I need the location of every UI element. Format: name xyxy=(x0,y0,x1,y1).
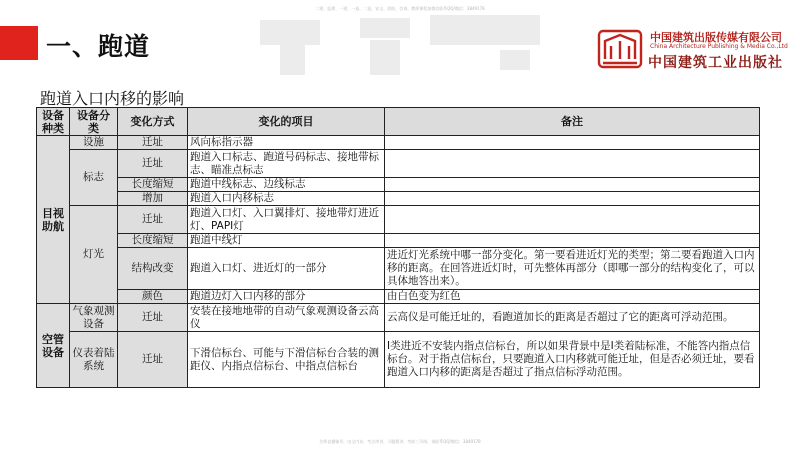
remark-cell xyxy=(385,178,760,192)
table-row xyxy=(37,304,760,332)
table-row xyxy=(37,234,760,248)
item-cell: 下滑信标台、可能与下滑信标台合装的测距仪、内指点信标台、中指点信标台 xyxy=(188,332,385,388)
subcategory-lighting: 灯光 xyxy=(70,206,118,304)
table-row xyxy=(37,248,760,290)
remark-cell: 进近灯光系统中哪一部分变化。第一要看进近灯光的类型；第二要看跑道入口内移的距离。在回答进近灯时，可先整体再部分（即哪一部分的结构变化了，可以具体地答出来）。 xyxy=(385,248,760,290)
publisher-name-en: China Architecture Publishing & Media Co.,Ltd xyxy=(650,43,788,50)
method-cell: 颜色 xyxy=(118,290,188,304)
header-equipment-class: 设备分类 xyxy=(70,108,118,136)
item-cell: 跑道入口灯、进近灯的一部分 xyxy=(188,248,385,290)
header-equipment-type: 设备种类 xyxy=(37,108,70,136)
remark-cell xyxy=(385,234,760,248)
remark-cell: 云高仪是可能迁址的，看跑道加长的距离是否超过了它的距离可浮动范围。 xyxy=(385,304,760,332)
table-row xyxy=(37,290,760,304)
item-cell: 安装在接地地带的自动气象观测设备云高仪 xyxy=(188,304,385,332)
remark-cell xyxy=(385,206,760,234)
method-cell: 长度缩短 xyxy=(118,178,188,192)
bottom-watermark-note: 名师直播辅导，由全内访，考点串讲，习题精讲，考前三页纸，请联系QQ/微信：3849178 xyxy=(319,439,481,444)
section-subtitle: 跑道入口内移的影响 xyxy=(40,89,185,108)
remark-cell xyxy=(385,150,760,178)
method-cell: 增加 xyxy=(118,192,188,206)
item-cell: 跑道入口内移标志 xyxy=(188,192,385,206)
table-header-row xyxy=(37,108,760,136)
runway-threshold-table xyxy=(36,107,760,388)
method-cell: 结构改变 xyxy=(118,248,188,290)
table-row xyxy=(37,192,760,206)
item-cell: 跑道边灯入口内移的部分 xyxy=(188,290,385,304)
header-changed-items: 变化的项目 xyxy=(188,108,385,136)
world-map-background xyxy=(240,10,600,90)
subcategory-ils: 仪表着陆系统 xyxy=(70,332,118,388)
title-accent-bar xyxy=(0,26,38,60)
method-cell: 迁址 xyxy=(118,206,188,234)
item-cell: 跑道入口标志、跑道号码标志、接地带标志、瞄准点标志 xyxy=(188,150,385,178)
category-visual-aids: 目视助航 xyxy=(37,136,70,304)
method-cell: 长度缩短 xyxy=(118,234,188,248)
item-cell: 跑道中线标志、边线标志 xyxy=(188,178,385,192)
method-cell: 迁址 xyxy=(118,150,188,178)
table-row xyxy=(37,136,760,150)
item-cell: 跑道中线灯 xyxy=(188,234,385,248)
remark-cell: I类进近不安装内指点信标台，所以如果背景中是I类着陆标准，不能答内指点信标台。对于指点信标台，只要跑道入口内移就可能迁址，但是否必须迁址，要看跑道入口内移的距离是否超过了指点信标浮动范围。 xyxy=(385,332,760,388)
top-watermark-note: 二建、监理、一建、一造、二造、安全、消防、咨询、教师课程加微信联系QQ/微信：3849178 xyxy=(315,6,485,11)
subcategory-facility: 设施 xyxy=(70,136,118,150)
subcategory-markings: 标志 xyxy=(70,150,118,206)
remark-cell: 由白色变为红色 xyxy=(385,290,760,304)
table-row xyxy=(37,178,760,192)
item-cell: 风向标指示器 xyxy=(188,136,385,150)
publisher-name-cn: 中国建筑出版传媒有限公司 xyxy=(650,31,782,44)
remark-cell xyxy=(385,192,760,206)
method-cell: 迁址 xyxy=(118,304,188,332)
publisher-logo-icon xyxy=(596,28,644,70)
header-remarks: 备注 xyxy=(385,108,760,136)
category-atc-equipment: 空管设备 xyxy=(37,304,70,388)
item-cell: 跑道入口灯、入口翼排灯、接地带灯进近灯、PAPI灯 xyxy=(188,206,385,234)
publisher-name-calligraphy: 中国建筑工业出版社 xyxy=(648,55,783,71)
method-cell: 迁址 xyxy=(118,332,188,388)
method-cell: 迁址 xyxy=(118,136,188,150)
table-row xyxy=(37,150,760,178)
table-row xyxy=(37,332,760,388)
subcategory-weather-station: 气象观测设备 xyxy=(70,304,118,332)
table-row xyxy=(37,206,760,234)
page-title: 一、跑道 xyxy=(46,32,151,61)
remark-cell xyxy=(385,136,760,150)
header-change-method: 变化方式 xyxy=(118,108,188,136)
